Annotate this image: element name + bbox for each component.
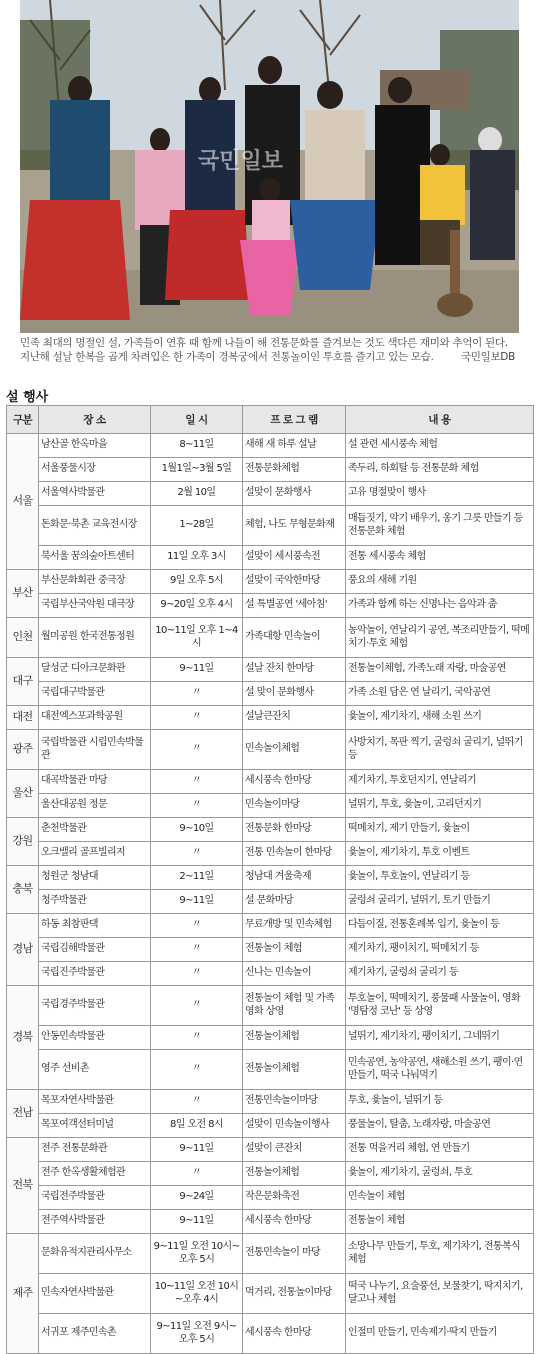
- content-cell: 매듭짓기, 악기 배우기, 옹기 그릇 만들기 등 전통문화 체험: [346, 506, 534, 546]
- program-cell: 설날큰잔치: [243, 706, 346, 730]
- date-cell: 8~11일: [151, 434, 243, 458]
- program-cell: 설날 잔치 한마당: [243, 658, 346, 682]
- program-cell: 체험, 나도 무형문화재: [243, 506, 346, 546]
- content-cell: 전통놀이체험, 가족노래 자랑, 마술공연: [346, 658, 534, 682]
- table-row: [7, 594, 534, 618]
- photo-credit: 국민일보DB: [460, 351, 515, 363]
- place-cell: 목포자연사박물관: [39, 1090, 151, 1114]
- table-row: [7, 1210, 534, 1234]
- place-cell: 서귀포 제주민속촌: [39, 1314, 151, 1354]
- table-row: [7, 482, 534, 506]
- place-cell: 월미공원 한국전통정원: [39, 618, 151, 658]
- place-cell: 민속자연사박물관: [39, 1274, 151, 1314]
- content-cell: 제기차기, 투호던지기, 연날리기: [346, 770, 534, 794]
- program-cell: 설맞이 민속놀이행사: [243, 1114, 346, 1138]
- program-cell: 무료개방 및 민속체험: [243, 914, 346, 938]
- table-row: [7, 938, 534, 962]
- program-cell: 먹거리, 전통놀이마당: [243, 1274, 346, 1314]
- table-row: [7, 546, 534, 570]
- content-cell: 윷놀이, 제기차기, 새해 소원 쓰기: [346, 706, 534, 730]
- content-cell: 떡국 나누기, 요술풍선, 보물찾기, 딱지치기, 달고나 체험: [346, 1274, 534, 1314]
- content-cell: 고유 명절맞이 행사: [346, 482, 534, 506]
- date-cell: 8일 오전 8시: [151, 1114, 243, 1138]
- program-cell: 새해 새 하루 설날: [243, 434, 346, 458]
- program-cell: 작은문화축전: [243, 1186, 346, 1210]
- program-cell: 설맞이 세시풍속전: [243, 546, 346, 570]
- content-cell: 투호놀이, 떡메치기, 풍물패 사물놀이, 영화 '명탐정 코난' 등 상영: [346, 986, 534, 1026]
- place-cell: 전주 전통문화관: [39, 1138, 151, 1162]
- place-cell: 국립대구박물관: [39, 682, 151, 706]
- table-row: [7, 1314, 534, 1354]
- place-cell: 국립부산국악원 대극장: [39, 594, 151, 618]
- region-cell: 대전: [7, 706, 39, 730]
- program-cell: 청남대 겨울축제: [243, 866, 346, 890]
- content-cell: 널뛰기, 투호, 윷놀이, 고리던지기: [346, 794, 534, 818]
- date-cell: 11일 오후 3시: [151, 546, 243, 570]
- place-cell: 울산대공원 정문: [39, 794, 151, 818]
- header-program: 프 로 그 램: [243, 406, 346, 434]
- table-row: [7, 914, 534, 938]
- date-cell: 2월 10일: [151, 482, 243, 506]
- region-cell: 울산: [7, 770, 39, 818]
- date-cell: 9~11일: [151, 890, 243, 914]
- date-cell: 〃: [151, 730, 243, 770]
- date-cell: 〃: [151, 706, 243, 730]
- place-cell: 안동민속박물관: [39, 1026, 151, 1050]
- date-cell: 〃: [151, 770, 243, 794]
- table-row: [7, 1026, 534, 1050]
- region-cell: 전남: [7, 1090, 39, 1138]
- place-cell: 북서울 꿈의숲아트센터: [39, 546, 151, 570]
- program-cell: 전통 민속놀이 한마당: [243, 842, 346, 866]
- program-cell: 전통문화체험: [243, 458, 346, 482]
- family-photo: [20, 0, 519, 333]
- photo-watermark: 국민일보: [198, 149, 284, 174]
- content-cell: 농악놀이, 연날리기 공연, 복조리만들기, 떡메치기·투호 체험: [346, 618, 534, 658]
- program-cell: 전통문화 한마당: [243, 818, 346, 842]
- program-cell: 가족대항 민속놀이: [243, 618, 346, 658]
- place-cell: 전주역사박물관: [39, 1210, 151, 1234]
- place-cell: 목포여객선터미널: [39, 1114, 151, 1138]
- content-cell: 민속공연, 농악공연, 새해소원 쓰기, 팽이·연 만들기, 떡국 나눠먹기: [346, 1050, 534, 1090]
- place-cell: 춘천박물관: [39, 818, 151, 842]
- place-cell: 청원군 청남대: [39, 866, 151, 890]
- region-cell: 대구: [7, 658, 39, 706]
- date-cell: 〃: [151, 1090, 243, 1114]
- program-cell: 설 문화마당: [243, 890, 346, 914]
- program-cell: 설맞이 문화행사: [243, 482, 346, 506]
- place-cell: 부산문화회관 중극장: [39, 570, 151, 594]
- region-cell: 경남: [7, 914, 39, 986]
- content-cell: 전통놀이 체험: [346, 1210, 534, 1234]
- header-region: 구분: [7, 406, 39, 434]
- table-row: [7, 506, 534, 546]
- content-cell: 전통 먹을거리 체험, 연 만들기: [346, 1138, 534, 1162]
- table-row: [7, 818, 534, 842]
- content-cell: 전통 세시풍속 체험: [346, 546, 534, 570]
- table-row: [7, 1138, 534, 1162]
- region-cell: 부산: [7, 570, 39, 618]
- date-cell: 〃: [151, 962, 243, 986]
- table-row: [7, 986, 534, 1026]
- program-cell: 전통민속놀이마당: [243, 1090, 346, 1114]
- place-cell: 국립진주박물관: [39, 962, 151, 986]
- content-cell: 가족 소원 담은 연 날리기, 국악공연: [346, 682, 534, 706]
- header-place: 장 소: [39, 406, 151, 434]
- program-cell: 민속놀이체험: [243, 730, 346, 770]
- table-body: [7, 434, 534, 1354]
- table-row: [7, 618, 534, 658]
- place-cell: 전주 한옥생활체험관: [39, 1162, 151, 1186]
- date-cell: 〃: [151, 794, 243, 818]
- table-row: [7, 1274, 534, 1314]
- date-cell: 〃: [151, 986, 243, 1026]
- table-row: [7, 962, 534, 986]
- events-table: [6, 405, 534, 1354]
- table-row: [7, 842, 534, 866]
- region-cell: 서울: [7, 434, 39, 570]
- region-cell: 제주: [7, 1234, 39, 1354]
- program-cell: 전통놀이체험: [243, 1026, 346, 1050]
- place-cell: 영주 선비촌: [39, 1050, 151, 1090]
- region-cell: 광주: [7, 730, 39, 770]
- program-cell: 전통놀이 체험 및 가족영화 상영: [243, 986, 346, 1026]
- date-cell: 〃: [151, 842, 243, 866]
- table-row: [7, 866, 534, 890]
- caption-text: 민족 최대의 명절인 설, 가족들이 연휴 때 함께 나들이 해 전통문화를 즐겨보는 것도 색다른 재미와 추억이 된다. 지난해 설날 한복을 곱게 차려입은 한 가족이 경복궁에서 전통놀이인 투호를 즐기고 있는 모습.: [20, 337, 508, 363]
- place-cell: 청주박물관: [39, 890, 151, 914]
- date-cell: 1~28일: [151, 506, 243, 546]
- region-cell: 충북: [7, 866, 39, 914]
- date-cell: 〃: [151, 938, 243, 962]
- date-cell: 9~11일: [151, 1210, 243, 1234]
- content-cell: 풍요의 새해 기원: [346, 570, 534, 594]
- program-cell: 설맞이 큰잔치: [243, 1138, 346, 1162]
- table-row: [7, 1234, 534, 1274]
- table-header-row: [7, 406, 534, 434]
- table-row: [7, 1162, 534, 1186]
- program-cell: 신나는 민속놀이: [243, 962, 346, 986]
- program-cell: 세시풍속 한마당: [243, 1314, 346, 1354]
- header-date: 일 시: [151, 406, 243, 434]
- table-row: [7, 434, 534, 458]
- date-cell: 10~11일 오전 10시~오후 4시: [151, 1274, 243, 1314]
- place-cell: 서울풍물시장: [39, 458, 151, 482]
- date-cell: 10~11일 오후 1~4시: [151, 618, 243, 658]
- date-cell: 9~11일 오전 9시~오후 5시: [151, 1314, 243, 1354]
- photo-caption: [20, 336, 519, 364]
- date-cell: 1월1일~3월 5일: [151, 458, 243, 482]
- region-cell: 전북: [7, 1138, 39, 1234]
- date-cell: 〃: [151, 682, 243, 706]
- content-cell: 윷놀이, 투호놀이, 연날리기 등: [346, 866, 534, 890]
- region-cell: 경북: [7, 986, 39, 1090]
- header-content: 내 용: [346, 406, 534, 434]
- content-cell: 소망나무 만들기, 투호, 제기차기, 전통복식 체험: [346, 1234, 534, 1274]
- table-row: [7, 570, 534, 594]
- program-cell: 전통놀이 체험: [243, 938, 346, 962]
- table-row: [7, 1114, 534, 1138]
- place-cell: 문화유적지관리사무소: [39, 1234, 151, 1274]
- place-cell: 국립박물관 시립민속박물관: [39, 730, 151, 770]
- program-cell: 전통놀이체험: [243, 1162, 346, 1186]
- program-cell: 전통놀이체험: [243, 1050, 346, 1090]
- table-row: [7, 890, 534, 914]
- program-cell: 세시풍속 한마당: [243, 770, 346, 794]
- program-cell: 민속놀이마당: [243, 794, 346, 818]
- content-cell: 인절미 만들기, 민속제기·딱지 만들기: [346, 1314, 534, 1354]
- content-cell: 족두리, 하회탈 등 전통문화 체험: [346, 458, 534, 482]
- table-row: [7, 1186, 534, 1210]
- content-cell: 굴렁쇠 굴리기, 널뛰기, 토기 만들기: [346, 890, 534, 914]
- section-title: 설 행사: [6, 390, 49, 405]
- content-cell: 풍물놀이, 탈춤, 노래자랑, 마술공연: [346, 1114, 534, 1138]
- date-cell: 9~10일: [151, 818, 243, 842]
- region-cell: 강원: [7, 818, 39, 866]
- place-cell: 오크밸리 골프빌리지: [39, 842, 151, 866]
- date-cell: 9~11일: [151, 1138, 243, 1162]
- region-cell: 인천: [7, 618, 39, 658]
- table-row: [7, 658, 534, 682]
- table-row: [7, 706, 534, 730]
- table-row: [7, 458, 534, 482]
- place-cell: 서울역사박물관: [39, 482, 151, 506]
- place-cell: 돈화문·북촌 교육전시장: [39, 506, 151, 546]
- content-cell: 투호, 윷놀이, 널뛰기 등: [346, 1090, 534, 1114]
- program-cell: 설 맞이 문화행사: [243, 682, 346, 706]
- content-cell: 설 관련 세시풍속 체험: [346, 434, 534, 458]
- place-cell: 대곡박물관 마당: [39, 770, 151, 794]
- content-cell: 가족과 함께 하는 신명나는 음악과 춤: [346, 594, 534, 618]
- place-cell: 남산골 한옥마을: [39, 434, 151, 458]
- place-cell: 달성군 디아크문화관: [39, 658, 151, 682]
- date-cell: 〃: [151, 1162, 243, 1186]
- content-cell: 제기차기, 팽이치기, 떡메치기 등: [346, 938, 534, 962]
- table-row: [7, 682, 534, 706]
- date-cell: 9~11일: [151, 658, 243, 682]
- table-row: [7, 730, 534, 770]
- date-cell: 〃: [151, 1026, 243, 1050]
- program-cell: 전통민속놀이 마당: [243, 1234, 346, 1274]
- date-cell: 〃: [151, 1050, 243, 1090]
- program-cell: 설 특별공연 '세아침': [243, 594, 346, 618]
- date-cell: 9~11일 오전 10시~오후 5시: [151, 1234, 243, 1274]
- content-cell: 다듬이질, 전통혼례복 입기, 윷놀이 등: [346, 914, 534, 938]
- content-cell: 윷놀이, 제기차기, 굴렁쇠, 투호: [346, 1162, 534, 1186]
- content-cell: 제기차기, 굴렁쇠 굴리기 등: [346, 962, 534, 986]
- content-cell: 사방치기, 목판 찍기, 굴렁쇠 굴리기, 널뛰기 등: [346, 730, 534, 770]
- place-cell: 국립김해박물관: [39, 938, 151, 962]
- date-cell: 9~24일: [151, 1186, 243, 1210]
- date-cell: 9일 오후 5시: [151, 570, 243, 594]
- date-cell: 2~11일: [151, 866, 243, 890]
- content-cell: 떡메치기, 제기 만들기, 윷놀이: [346, 818, 534, 842]
- table-row: [7, 770, 534, 794]
- date-cell: 〃: [151, 914, 243, 938]
- program-cell: 세시풍속 한마당: [243, 1210, 346, 1234]
- table-row: [7, 794, 534, 818]
- place-cell: 하동 최참판댁: [39, 914, 151, 938]
- place-cell: 대전엑스포과학공원: [39, 706, 151, 730]
- content-cell: 널뛰기, 제기차기, 팽이치기, 그네뛰기: [346, 1026, 534, 1050]
- content-cell: 민속놀이 체험: [346, 1186, 534, 1210]
- photo-illustration: [20, 0, 519, 333]
- place-cell: 국립전주박물관: [39, 1186, 151, 1210]
- content-cell: 윷놀이, 제기차기, 투호 이벤트: [346, 842, 534, 866]
- date-cell: 9~20일 오후 4시: [151, 594, 243, 618]
- place-cell: 국립경주박물관: [39, 986, 151, 1026]
- table-row: [7, 1090, 534, 1114]
- table-row: [7, 1050, 534, 1090]
- program-cell: 설맞이 국악한마당: [243, 570, 346, 594]
